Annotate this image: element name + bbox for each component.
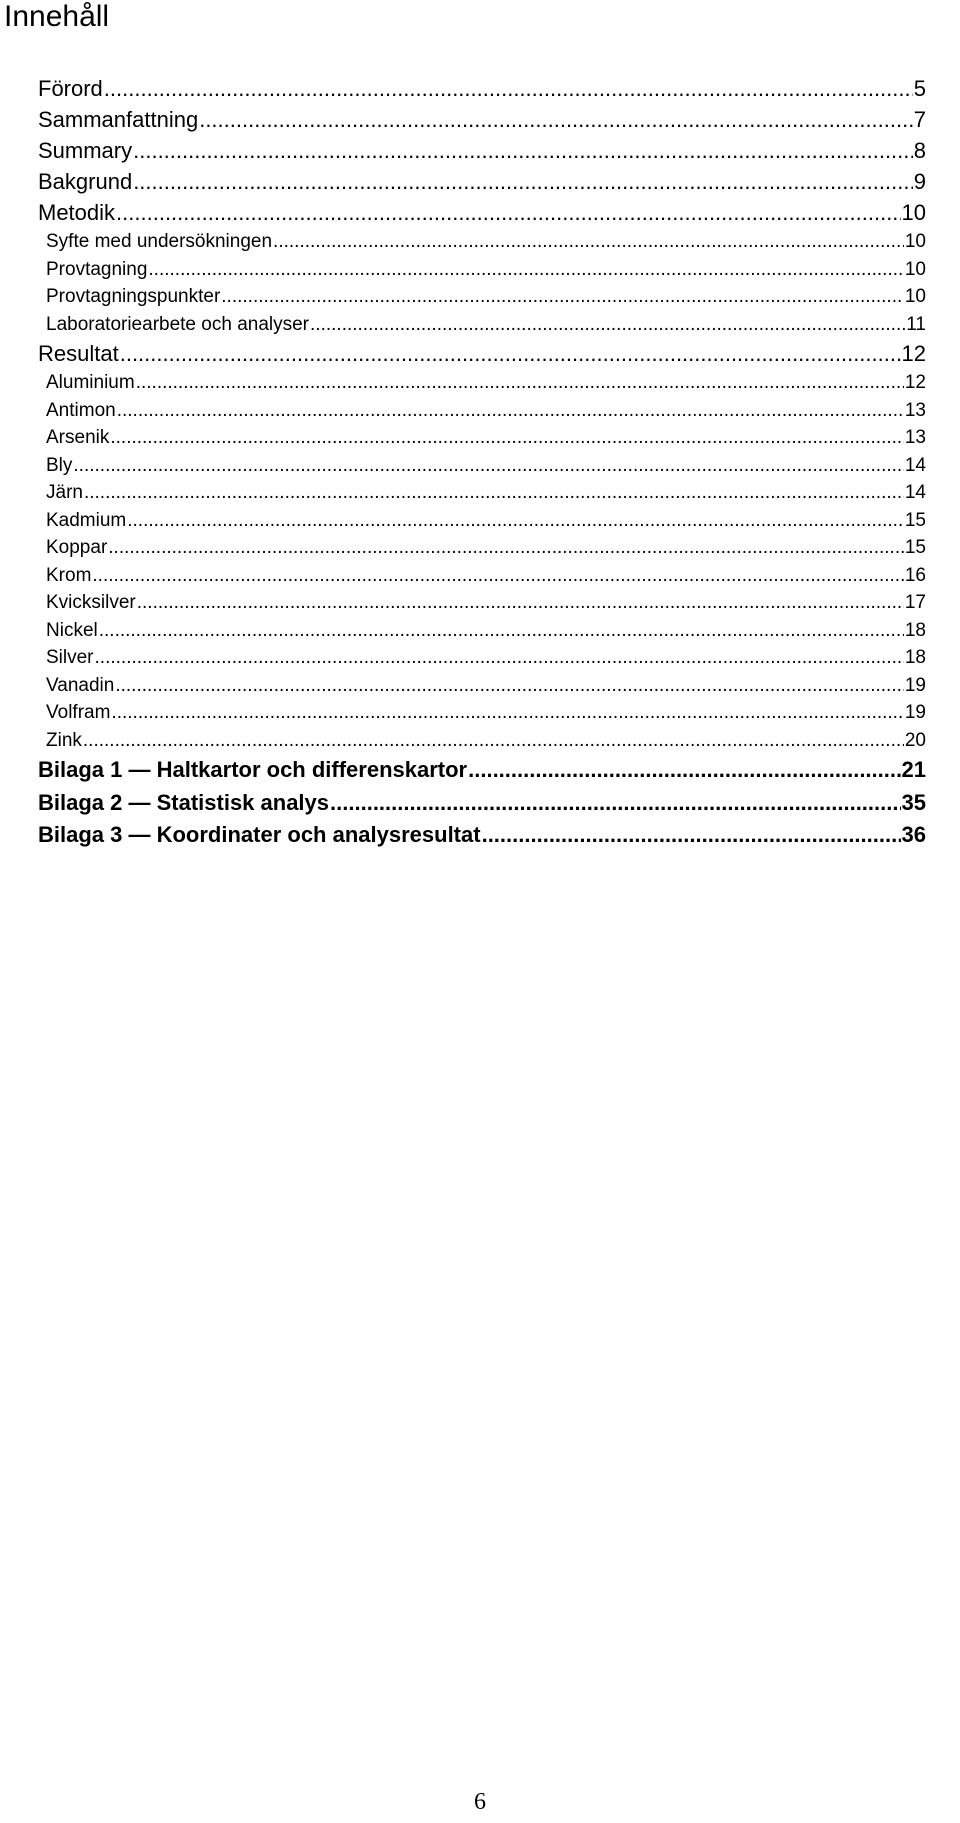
toc-dot-leader bbox=[221, 286, 904, 308]
toc-entry-label: Provtagningspunkter bbox=[46, 286, 221, 307]
toc-entry[interactable] bbox=[38, 169, 926, 200]
toc-entry[interactable] bbox=[38, 400, 926, 428]
toc-entry[interactable] bbox=[38, 286, 926, 314]
toc-entry-label: Bilaga 3 — Koordinater och analysresultat bbox=[38, 822, 481, 847]
toc-entry-page: 7 bbox=[913, 107, 926, 132]
toc-entry-page: 19 bbox=[904, 702, 926, 723]
toc-entry-page: 19 bbox=[904, 674, 926, 696]
toc-entry-page: 20 bbox=[904, 729, 926, 751]
toc-dot-leader bbox=[199, 107, 913, 133]
toc-entry-page: 18 bbox=[904, 619, 926, 641]
toc-dot-leader bbox=[133, 169, 913, 195]
page-number: 6 bbox=[474, 1789, 486, 1815]
toc-entry[interactable] bbox=[38, 757, 926, 790]
toc-entry-page: 21 bbox=[901, 757, 926, 782]
toc-dot-leader bbox=[127, 510, 904, 532]
toc-entry[interactable] bbox=[38, 822, 926, 855]
toc-entry-page: 10 bbox=[901, 200, 926, 225]
toc-dot-leader bbox=[84, 482, 904, 504]
toc-entry-label: Volfram bbox=[46, 702, 111, 723]
toc-dot-leader bbox=[110, 427, 904, 449]
toc-dot-leader bbox=[92, 565, 903, 587]
toc-dot-leader bbox=[330, 790, 900, 816]
toc-entry-label: Resultat bbox=[38, 341, 119, 366]
toc-dot-leader bbox=[117, 400, 904, 422]
toc-entry[interactable] bbox=[38, 427, 926, 455]
toc-dot-leader bbox=[120, 341, 901, 367]
toc-dot-leader bbox=[137, 592, 904, 614]
toc-entry-label: Sammanfattning bbox=[38, 107, 199, 132]
toc-entry-page: 14 bbox=[904, 454, 926, 476]
toc-dot-leader bbox=[273, 231, 904, 253]
toc-entry-page: 12 bbox=[901, 341, 926, 366]
toc-entry-page: 10 bbox=[904, 231, 926, 252]
toc-entry-page: 17 bbox=[904, 592, 926, 613]
toc-entry-page: 10 bbox=[904, 258, 926, 280]
toc-dot-leader bbox=[116, 200, 900, 226]
toc-entry[interactable] bbox=[38, 565, 926, 593]
toc-dot-leader bbox=[482, 822, 901, 848]
toc-entry-label: Syfte med undersökningen bbox=[46, 231, 273, 252]
toc-entry-label: Bly bbox=[46, 454, 73, 476]
toc-entry[interactable] bbox=[38, 231, 926, 259]
toc-entry-label: Förord bbox=[38, 76, 103, 101]
toc-dot-leader bbox=[104, 76, 913, 102]
toc-entry-label: Krom bbox=[46, 564, 92, 586]
toc-dot-leader bbox=[99, 620, 904, 642]
toc-entry-label: Koppar bbox=[46, 537, 108, 558]
toc-entry[interactable] bbox=[38, 790, 926, 823]
toc-entry[interactable] bbox=[38, 730, 926, 758]
toc-entry-page: 16 bbox=[904, 564, 926, 586]
toc-entry[interactable] bbox=[38, 620, 926, 648]
toc-entry-page: 13 bbox=[904, 399, 926, 421]
toc-entry-label: Bilaga 2 — Statistisk analys bbox=[38, 789, 330, 815]
toc-entry-label: Kvicksilver bbox=[46, 592, 136, 613]
toc-entry-page: 12 bbox=[904, 372, 926, 393]
toc-entry-page: 36 bbox=[901, 822, 926, 847]
toc-entry-label: Vanadin bbox=[46, 674, 115, 696]
toc-dot-leader bbox=[148, 259, 903, 281]
toc-entry-label: Arsenik bbox=[46, 427, 110, 448]
toc-entry-page: 5 bbox=[913, 76, 926, 101]
toc-dot-leader bbox=[73, 455, 903, 477]
toc-entry-label: Aluminium bbox=[46, 372, 135, 393]
toc-entry-page: 14 bbox=[904, 482, 926, 503]
toc-entry-page: 8 bbox=[913, 138, 926, 163]
toc-entry-page: 13 bbox=[904, 427, 926, 448]
table-of-contents bbox=[38, 76, 926, 855]
toc-entry-label: Zink bbox=[46, 729, 82, 751]
toc-entry[interactable] bbox=[38, 482, 926, 510]
toc-dot-leader bbox=[310, 314, 905, 336]
toc-entry[interactable] bbox=[38, 372, 926, 400]
toc-dot-leader bbox=[95, 647, 904, 669]
toc-dot-leader bbox=[83, 730, 904, 752]
toc-entry-label: Metodik bbox=[38, 200, 116, 225]
toc-entry-label: Nickel bbox=[46, 619, 98, 641]
toc-entry-page: 10 bbox=[904, 286, 926, 307]
toc-entry[interactable] bbox=[38, 647, 926, 675]
toc-entry[interactable] bbox=[38, 107, 926, 138]
toc-entry[interactable] bbox=[38, 200, 926, 231]
toc-entry[interactable] bbox=[38, 341, 926, 372]
page-title: Innehåll bbox=[4, 0, 110, 33]
toc-entry-label: Summary bbox=[38, 138, 133, 163]
toc-entry-label: Provtagning bbox=[46, 258, 148, 280]
toc-entry-label: Antimon bbox=[46, 399, 116, 421]
toc-entry[interactable] bbox=[38, 702, 926, 730]
toc-entry-page: 11 bbox=[906, 313, 926, 335]
toc-entry[interactable] bbox=[38, 76, 926, 107]
toc-entry-label: Kadmium bbox=[46, 509, 127, 531]
toc-entry-page: 18 bbox=[904, 647, 926, 668]
toc-entry-label: Laboratoriearbete och analyser bbox=[46, 313, 310, 335]
toc-entry[interactable] bbox=[38, 592, 926, 620]
toc-entry-page: 35 bbox=[901, 789, 926, 815]
toc-dot-leader bbox=[115, 675, 904, 697]
toc-entry[interactable] bbox=[38, 675, 926, 703]
toc-entry[interactable] bbox=[38, 510, 926, 538]
toc-entry-label: Silver bbox=[46, 647, 94, 668]
toc-entry[interactable] bbox=[38, 314, 926, 342]
toc-entry-label: Bakgrund bbox=[38, 169, 133, 194]
toc-entry[interactable] bbox=[38, 537, 926, 565]
toc-dot-leader bbox=[468, 757, 900, 783]
toc-entry-page: 15 bbox=[904, 509, 926, 531]
toc-entry[interactable] bbox=[38, 259, 926, 287]
toc-entry[interactable] bbox=[38, 455, 926, 483]
toc-entry[interactable] bbox=[38, 138, 926, 169]
toc-dot-leader bbox=[108, 537, 904, 559]
toc-dot-leader bbox=[136, 372, 904, 394]
toc-entry-page: 9 bbox=[913, 169, 926, 194]
toc-dot-leader bbox=[111, 702, 903, 724]
toc-entry-page: 15 bbox=[904, 537, 926, 558]
toc-entry-label: Järn bbox=[46, 482, 83, 503]
toc-dot-leader bbox=[133, 138, 913, 164]
toc-entry-label: Bilaga 1 — Haltkartor och differenskartor bbox=[38, 757, 468, 782]
